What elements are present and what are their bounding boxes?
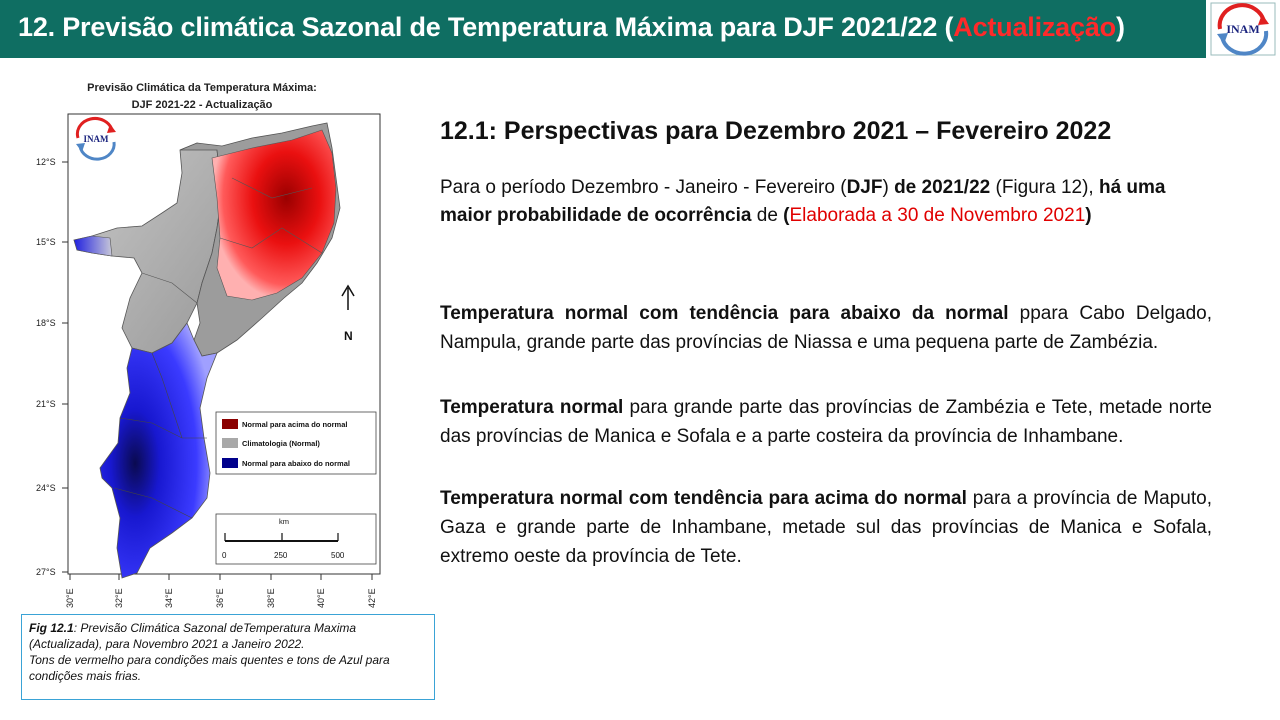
north-label: N xyxy=(344,329,353,343)
caption-text: : Previsão Climática Sazonal deTemperatura Maxima (Actualizada), para Novembro 2021 a Janeiro 2022. xyxy=(29,621,357,651)
scale-tick: 500 xyxy=(331,551,345,560)
inam-logo xyxy=(1206,0,1280,58)
lon-label: 40°E xyxy=(316,588,326,608)
page-title xyxy=(18,12,1125,43)
lon-label: 34°E xyxy=(164,588,174,608)
intro-bold: ) xyxy=(1085,205,1092,226)
intro-date-highlight: Elaborada a 30 de Novembro 2021 xyxy=(789,205,1086,226)
legend-swatch-grey xyxy=(222,438,238,448)
map-svg xyxy=(22,78,400,610)
scale-tick: 250 xyxy=(274,551,288,560)
lat-label: 18°S xyxy=(36,318,56,328)
map-title-line2: DJF 2021-22 - Actualização xyxy=(131,99,273,111)
logo-text: INAM xyxy=(1226,22,1260,36)
lat-label: 24°S xyxy=(36,483,56,493)
paragraph-bold: Temperatura normal xyxy=(440,397,624,418)
map-logo-text: INAM xyxy=(83,134,109,144)
forecast-paragraph-1 xyxy=(440,299,1212,357)
intro-paragraph xyxy=(440,174,1212,230)
intro-bold: DJF xyxy=(846,177,883,198)
paragraph-text: ppara Cabo Delgado, Nampula, grande parte das províncias de Niassa e uma pequena parte de Zambézia. xyxy=(440,303,1212,353)
title-close: ) xyxy=(1115,12,1125,42)
caption-text-2: Tons de vermelho para condições mais quentes e tons de Azul para condições mais frias. xyxy=(29,653,390,683)
section-heading: 12.1: Perspectivas para Dezembro 2021 – Fevereiro 2022 xyxy=(440,117,1112,145)
forecast-paragraph-2 xyxy=(440,393,1212,451)
map-legend xyxy=(216,412,376,474)
scale-bar xyxy=(216,514,376,564)
lon-label: 38°E xyxy=(266,588,276,608)
intro-text: Para o período Dezembro - Janeiro - Fevereiro ( xyxy=(440,177,847,198)
legend-swatch-red xyxy=(222,419,238,429)
forecast-map-figure xyxy=(22,78,400,610)
scale-unit: km xyxy=(279,517,289,526)
figure-caption xyxy=(21,614,435,700)
intro-bold: ( xyxy=(783,205,790,226)
legend-label: Climatologia (Normal) xyxy=(242,439,320,448)
lat-label: 15°S xyxy=(36,237,56,247)
lat-label: 12°S xyxy=(36,157,56,167)
lon-label: 42°E xyxy=(367,588,377,608)
intro-bold: de 2021/22 xyxy=(894,177,991,198)
lat-label: 21°S xyxy=(36,399,56,409)
legend-swatch-blue xyxy=(222,458,238,468)
intro-text: ) xyxy=(882,177,895,198)
intro-bold: há uma maior probabilidade de ocorrência xyxy=(440,177,1166,226)
forecast-paragraph-3 xyxy=(440,484,1212,571)
legend-label: Normal para acima do normal xyxy=(242,420,348,429)
map-title-line1: Previsão Climática da Temperatura Máxima: xyxy=(87,82,317,94)
intro-text: de xyxy=(751,205,784,226)
lon-label: 32°E xyxy=(114,588,124,608)
paragraph-bold: Temperatura normal com tendência para abaixo da normal xyxy=(440,303,1009,324)
paragraph-text: para grande parte das províncias de Zambézia e Tete, metade norte das províncias de Manica e Sofala e a parte costeira da província de Inhambane. xyxy=(440,397,1212,447)
lon-label: 30°E xyxy=(65,588,75,608)
title-highlight: Actualização xyxy=(953,12,1116,42)
header-bar xyxy=(0,0,1280,58)
intro-text: (Figura 12), xyxy=(990,177,1099,198)
legend-label: Normal para abaixo do normal xyxy=(242,459,350,468)
title-text: 12. Previsão climática Sazonal de Temperatura Máxima para DJF 2021/22 ( xyxy=(18,12,954,42)
lon-label: 36°E xyxy=(215,588,225,608)
paragraph-bold: Temperatura normal com tendência para acima do normal xyxy=(440,488,967,509)
paragraph-text: para a província de Maputo, Gaza e grande parte de Inhambane, metade sul das províncias de Manica e Sofala, extremo oeste da província de Tete. xyxy=(440,488,1212,567)
lat-label: 27°S xyxy=(36,567,56,577)
caption-label: Fig 12.1 xyxy=(29,621,74,635)
scale-tick: 0 xyxy=(222,551,227,560)
